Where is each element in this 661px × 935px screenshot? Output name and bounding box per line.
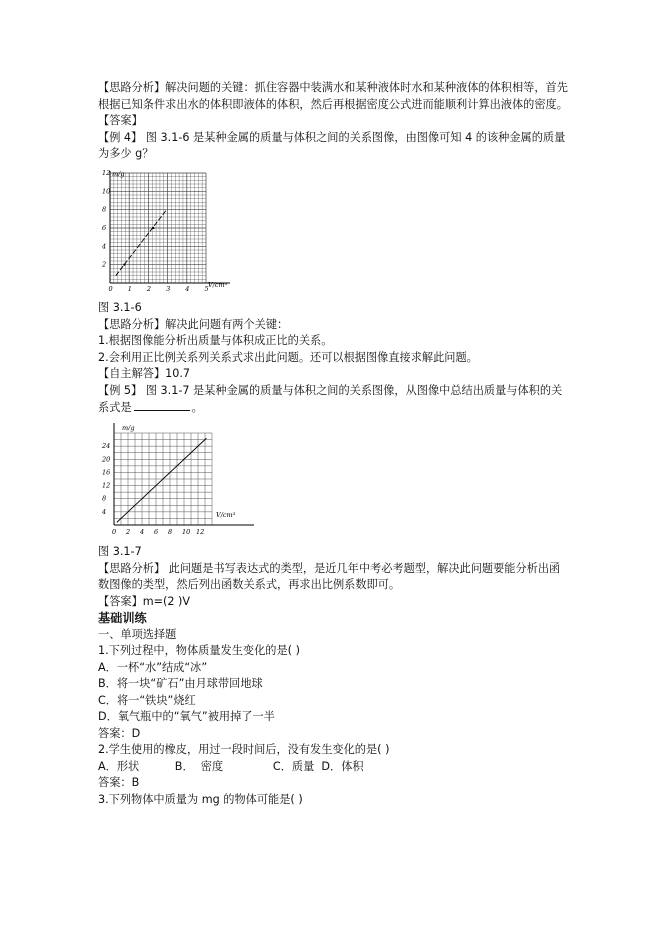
chart1-xlabel: V/cm³ [208, 280, 228, 289]
chart2-ytick-label: 20 [102, 454, 111, 463]
chart2-xlabel: V/cm³ [216, 510, 236, 519]
mass-volume-chart-2 [102, 421, 262, 539]
example-5-end: 。 [191, 401, 203, 414]
chart1-ytick-label: 6 [102, 223, 107, 232]
answer-label-1: 【答案】 [98, 114, 143, 127]
question-1-answer: 答案：D [98, 726, 141, 740]
chart2-ytick-label: 16 [102, 467, 111, 476]
chart1-xtick-label: 1 [127, 284, 132, 293]
chart2-xtick-label: 10 [182, 527, 191, 536]
question-1-option-d: D．氧气瓶中的“氧气”被用掉了一半 [98, 710, 275, 723]
analysis-paragraph-3: 【思路分析】 此问题是书写表达式的类型，是近几年中考必考题型，解决此问题要能分析出函数图像的类型，然后列出函数关系式，再求出比例系数即可。 [98, 561, 561, 591]
answer-3: 【答案】m=(2 )V [98, 594, 191, 608]
chart2-xtick-label: 4 [140, 527, 145, 536]
chart1-xtick-label: 3 [166, 284, 171, 293]
mass-volume-chart-1 [100, 167, 240, 295]
chart1-ytick-label: 8 [102, 205, 107, 214]
self-answer: 【自主解答】10.7 [98, 367, 191, 380]
question-1-option-a: A．一杯“水”结成“冰” [98, 660, 208, 674]
analysis-2-item-1: 1.根据图像能分析出质量与体积成正比的关系。 [98, 334, 333, 347]
chart1-xtick-label: 5 [204, 284, 209, 293]
document-page [98, 80, 568, 808]
figure-3-1-6 [100, 167, 568, 301]
subsection-title: 一、单项选择题 [98, 627, 177, 641]
figure-3-1-7 [102, 421, 568, 545]
question-1-stem: 1.下列过程中，物体质量发生变化的是( ) [98, 644, 300, 657]
analysis-paragraph-1: 【思路分析】解决问题的关键：抓住容器中装满水和某种液体时水和某种液体的体积相等，首先根据已知条件求出水的体积即液体的体积，然后再根据密度公式进而能顺利计算出液体的密度。 [98, 81, 568, 111]
chart1-ylabel: m/g [112, 169, 125, 178]
question-2-stem: 2.学生使用的橡皮，用过一段时间后，没有发生变化的是( ) [98, 743, 390, 756]
chart2-xtick-label: 8 [168, 527, 173, 536]
chart2-xtick-label: 2 [126, 527, 131, 536]
example-5-text: 【例 5】 图 3.1-7 是某种金属的质量与体积之间的关系图像，从图像中总结出质量与体积的关系式是 [98, 383, 563, 414]
chart2-ytick-label: 12 [102, 481, 111, 490]
chart1-ytick-label: 10 [102, 186, 111, 195]
question-1-option-b: B．将一块“矿石”由月球带回地球 [98, 677, 263, 690]
question-2-options: A．形状 B． 密度 C．质量 D．体积 [98, 759, 364, 773]
analysis-2-title: 【思路分析】解决此问题有两个关键： [98, 317, 289, 331]
chart2-xtick-label: 0 [112, 527, 117, 536]
chart1-ytick-label: 4 [102, 241, 107, 250]
chart1-xtick-label: 4 [185, 284, 190, 293]
section-title: 基础训练 [98, 611, 147, 625]
example-5-question [98, 383, 568, 417]
chart2-xtick-label: 12 [196, 527, 205, 536]
figure-caption-2: 图 3.1-7 [98, 545, 142, 558]
question-3-stem: 3.下列物体中质量为 mg 的物体可能是( ) [98, 792, 303, 806]
chart1-grid [110, 173, 206, 283]
example-4-question: 【例 4】 图 3.1-6 是某种金属的质量与体积之间的关系图像，由图像可知 4 的该种金属的质量为多少 g？ [98, 130, 566, 160]
chart1-ytick-label: 12 [102, 168, 111, 177]
chart1-ytick-label: 2 [102, 260, 107, 269]
chart2-xtick-label: 6 [154, 527, 159, 536]
question-2-answer: 答案：B [98, 776, 140, 789]
chart2-ytick-label: 8 [102, 494, 107, 503]
chart2-data-line [117, 438, 207, 522]
analysis-2-item-2: 2.会利用正比例关系列关系式求出此问题。还可以根据图像直接求解此问题。 [98, 350, 478, 364]
question-1-option-c: C．将一“铁块”烧红 [98, 693, 196, 707]
chart2-ylabel: m/g [122, 423, 135, 432]
chart1-xtick-label: 0 [108, 284, 113, 293]
chart1-xtick-label: 2 [146, 284, 152, 293]
answer-blank [134, 399, 190, 411]
chart2-ytick-label: 4 [102, 507, 107, 516]
chart2-ytick-label: 24 [102, 441, 111, 450]
figure-caption-1: 图 3.1-6 [98, 301, 142, 314]
